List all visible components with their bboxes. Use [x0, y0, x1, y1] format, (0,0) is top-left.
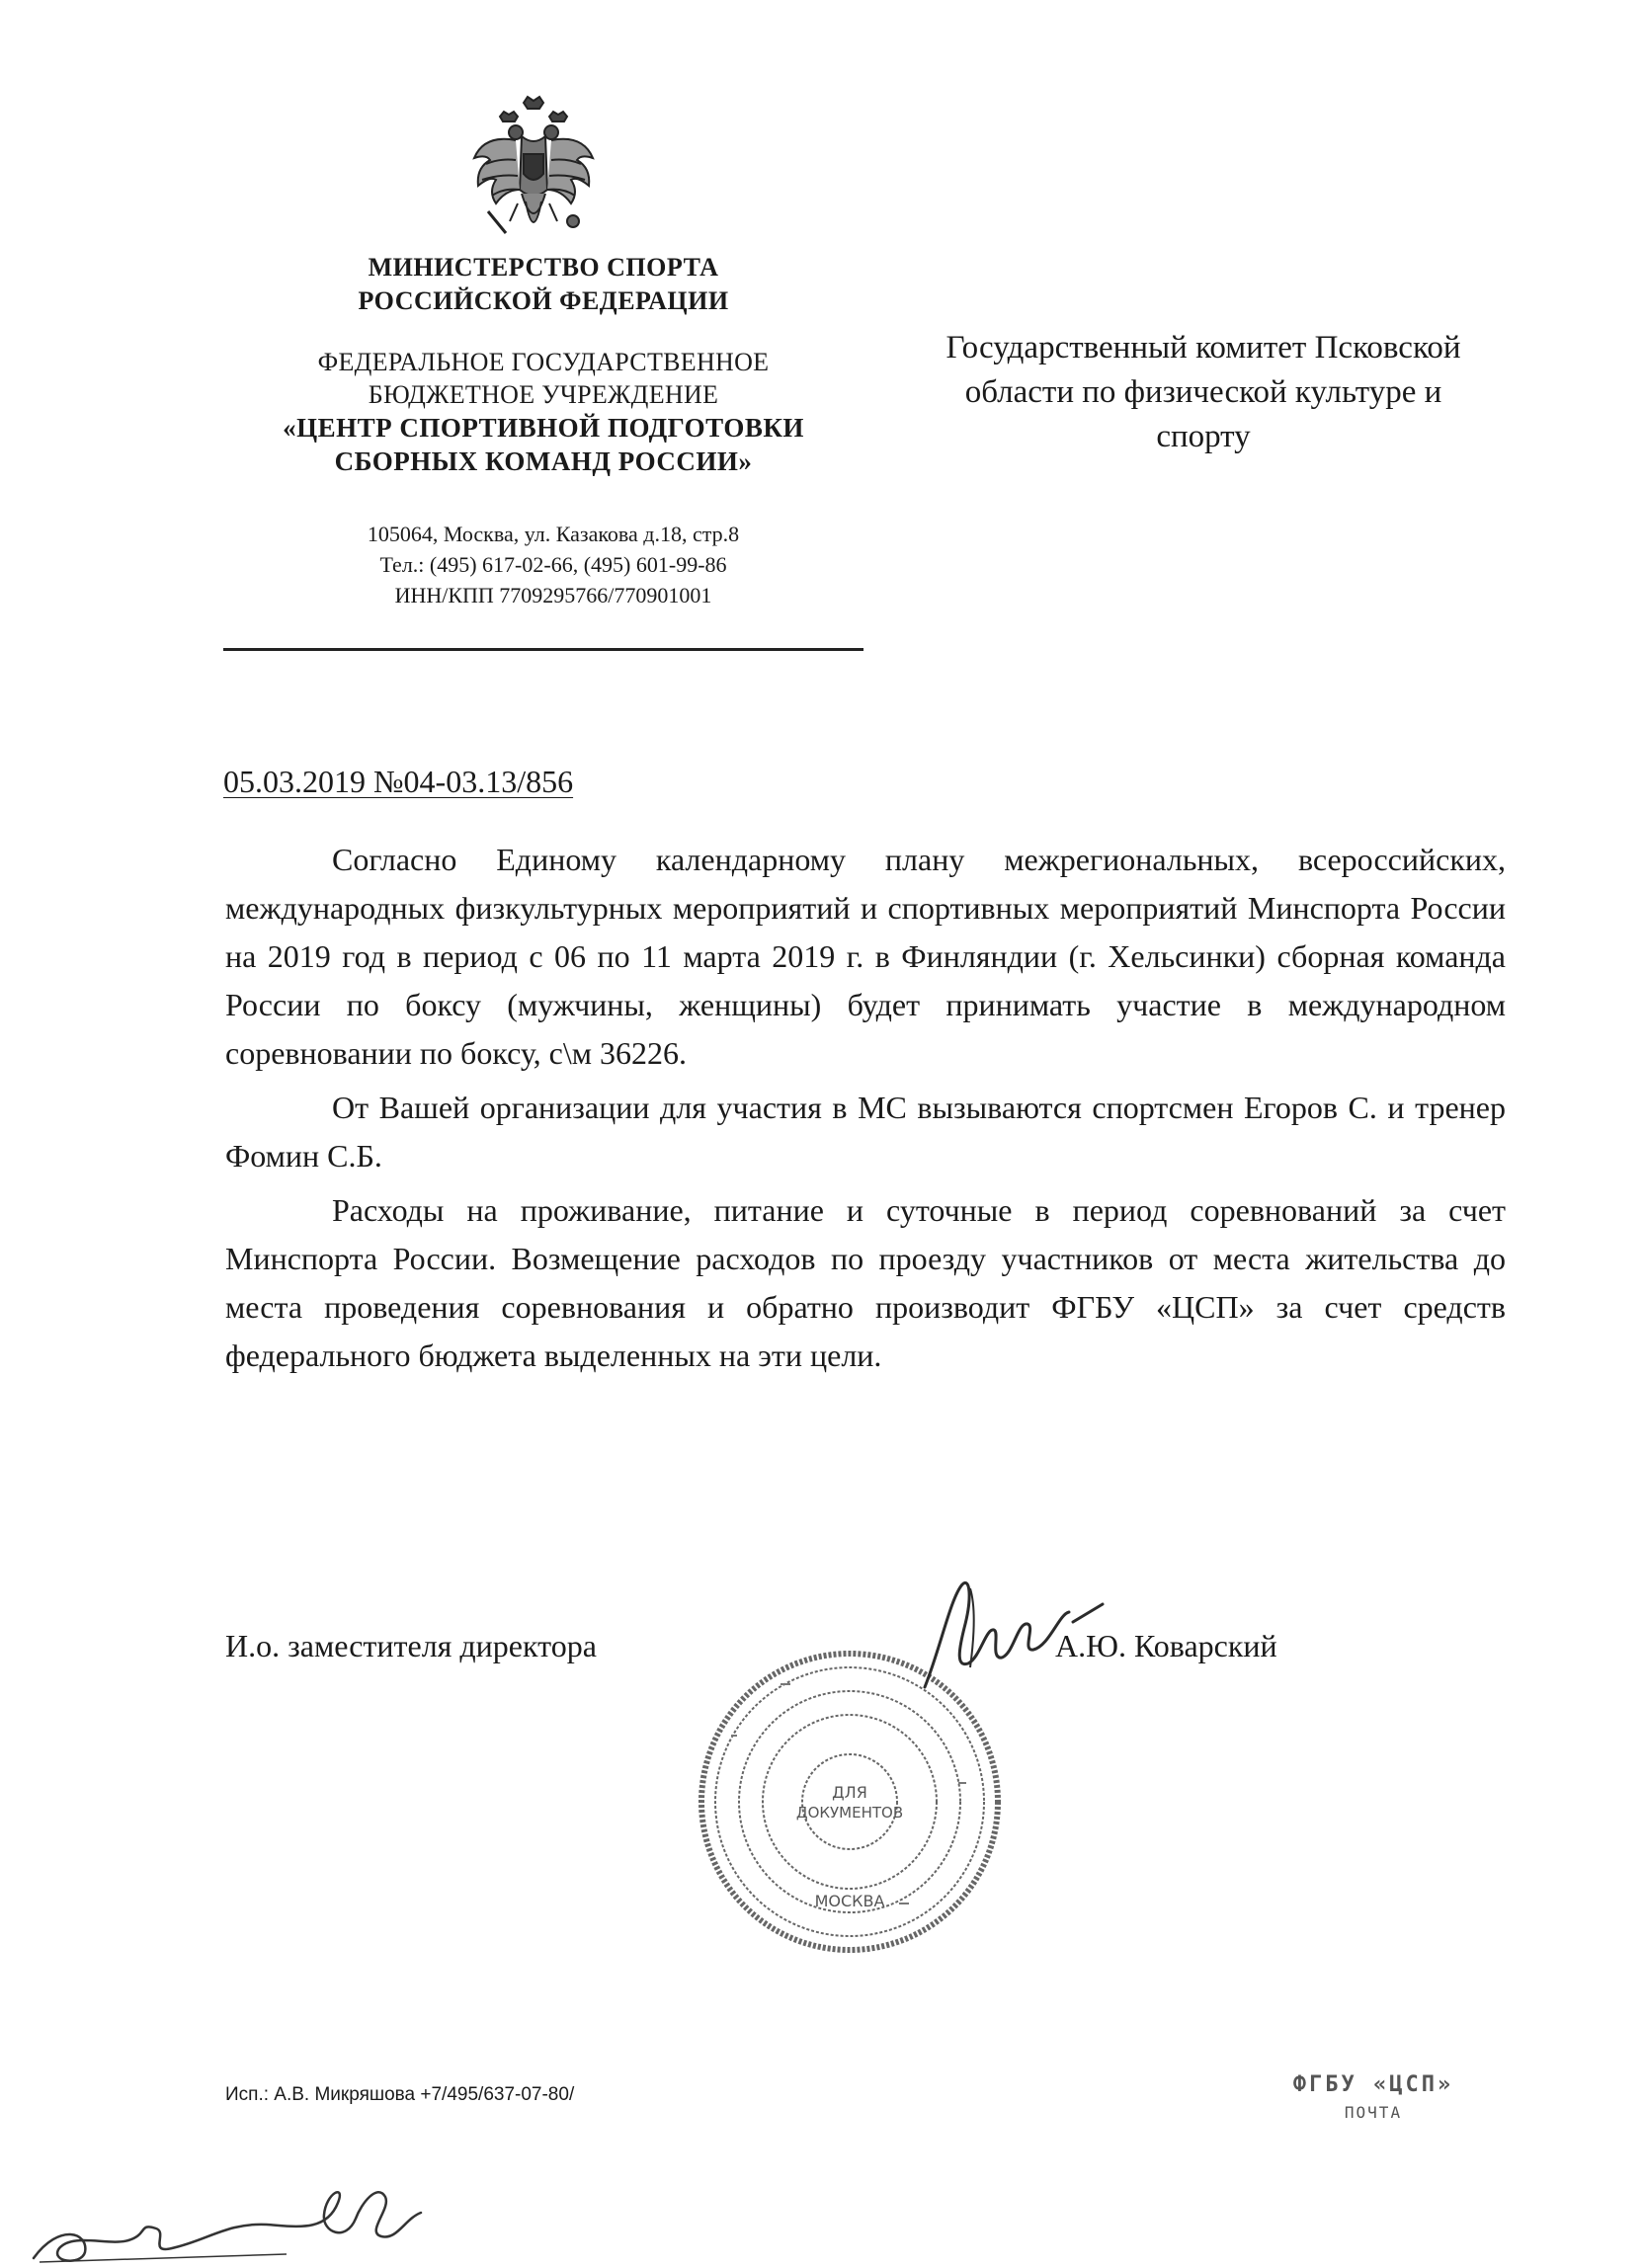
addressee-line-2: области по физической культуре и [964, 374, 1442, 410]
ministry-line-1: МИНИСТЕРСТВО СПОРТА [368, 253, 719, 282]
addressee [867, 326, 1539, 459]
mail-stamp [1284, 2072, 1462, 2122]
letter-body [225, 836, 1506, 1386]
signatory-position: И.о. заместителя директора [225, 1628, 597, 1663]
org-line-2: БЮДЖЕТНОЕ УЧРЕЖДЕНИЕ [368, 380, 719, 409]
org-line-3: «ЦЕНТР СПОРТИВНОЙ ПОДГОТОВКИ [283, 413, 804, 443]
seal-city: МОСКВА [814, 1892, 885, 1910]
signatory-name: А.Ю. Коварский [1055, 1628, 1277, 1663]
ministry-line-2: РОССИЙСКОЙ ФЕДЕРАЦИИ [358, 286, 729, 315]
letterhead-divider [223, 648, 863, 651]
mail-stamp-line-2: ПОЧТА [1344, 2103, 1403, 2122]
body-paragraph-3: Расходы на проживание, питание и суточные в период соревнований за счет Минспорта России. Возмещение расходов по проезду участников от места жительства до места проведения соревнования и обратно производит ФГБУ «ЦСП» за счет средств федерального бюджета выделенных на эти цели. [225, 1192, 1506, 1373]
phone-numbers: Тел.: (495) 617-02-66, (495) 601-99-86 [379, 552, 727, 577]
ministry-name [296, 251, 790, 318]
address-block [296, 519, 810, 610]
org-line-4: СБОРНЫХ КОМАНД РОССИИ» [334, 446, 753, 476]
inn-kpp: ИНН/КПП 7709295766/770901001 [394, 583, 712, 608]
body-paragraph-2: От Вашей организации для участия в МС вызываются спортсмен Егоров С. и тренер Фомин С.Б. [225, 1090, 1506, 1174]
addressee-line-1: Государственный комитет Псковской [945, 330, 1461, 365]
handwritten-initials-icon [30, 2163, 445, 2268]
document-reference: 05.03.2019 №04-03.13/856 [223, 764, 574, 799]
seal-center-line-1: ДЛЯ [832, 1783, 867, 1802]
body-paragraph-1: Согласно Единому календарному плану межрегиональных, всероссийских, международных физкультурных мероприятий и спортивных мероприятий Минспорта России на 2019 год в период с 06 по 11 марта 2019 г. в Финляндии (г. Хельсинки) сборная команда России по боксу (мужчины, женщины) будет принимать участие в международном соревновании по боксу, с\м 36226. [225, 842, 1506, 1071]
org-line-1: ФЕДЕРАЛЬНОЕ ГОСУДАРСТВЕННОЕ [317, 348, 770, 376]
mail-stamp-line-1: ФГБУ «ЦСП» [1292, 2072, 1454, 2097]
organization-name [237, 346, 850, 478]
seal-center-line-2: ДОКУМЕНТОВ [795, 1804, 904, 1822]
postal-address: 105064, Москва, ул. Казакова д.18, стр.8 [367, 522, 740, 546]
addressee-line-3: спорту [1156, 419, 1251, 454]
executor-contact: Исп.: А.В. Микряшова +7/495/637-07-80/ [225, 2084, 575, 2105]
russian-coat-of-arms-icon [466, 95, 601, 253]
